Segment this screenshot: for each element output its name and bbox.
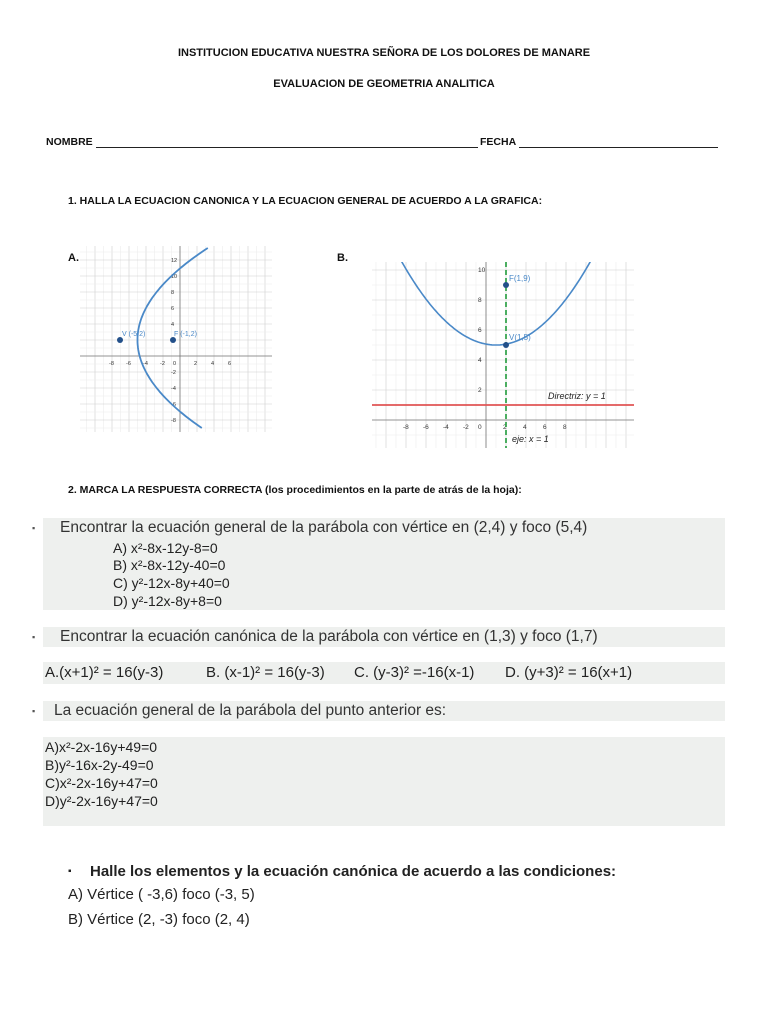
graph-b-x-tick: 0: [478, 424, 482, 431]
graph-b-vertex-point: [503, 342, 509, 348]
item-2-prompt: Encontrar la ecuación canónica de la parábola con vértice en (1,3) y foco (1,7): [60, 628, 598, 645]
graph-b-vertex-label: V(1,5): [509, 333, 531, 342]
item-2-option-c[interactable]: C. (y-3)² =-16(x-1): [354, 664, 475, 681]
item-1-prompt: Encontrar la ecuación general de la parábola con vértice en (2,4) y foco (5,4): [60, 519, 588, 536]
graph-a-y-tick: -4: [171, 386, 176, 392]
graph-a-x-tick: 4: [211, 361, 215, 367]
graph-a-label: A.: [68, 252, 79, 264]
name-label: NOMBRE: [46, 136, 93, 148]
name-field[interactable]: [96, 147, 478, 148]
exam-title: EVALUACION DE GEOMETRIA ANALITICA: [273, 78, 495, 90]
institution-title: INSTITUCION EDUCATIVA NUESTRA SEÑORA DE LOS DOLORES DE MANARE: [177, 47, 591, 59]
graph-b-y-tick: 2: [478, 387, 482, 394]
date-field[interactable]: [519, 147, 718, 148]
graph-b-x-tick: 4: [523, 424, 527, 431]
graph-b-y-tick: 6: [478, 327, 482, 334]
graph-a-focus-label: F (-1,2): [174, 331, 197, 338]
item-3-option-a[interactable]: A)x²-2x-16y+49=0: [45, 739, 158, 755]
question-1-title: 1. HALLA LA ECUACION CANONICA Y LA ECUACION GENERAL DE ACUERDO A LA GRAFICA:: [68, 195, 543, 207]
item-3-option-c[interactable]: C)x²-2x-16y+47=0: [45, 775, 158, 791]
date-label: FECHA: [480, 136, 517, 148]
graph-a-y-tick: 6: [171, 306, 175, 312]
graph-a-y-tick: 8: [171, 290, 175, 296]
item-3-prompt: La ecuación general de la parábola del punto anterior es:: [54, 702, 447, 719]
graph-b-x-tick: -8: [403, 424, 409, 431]
item-2-bullet: ▪: [32, 632, 36, 642]
graph-a-y-tick: 4: [171, 322, 175, 328]
graph-b-x-tick: 6: [543, 424, 547, 431]
graph-b-directrix-label: Directriz: y = 1: [548, 391, 606, 401]
item-3-option-d[interactable]: D)y²-2x-16y+47=0: [45, 793, 158, 809]
graph-a-x-tick: 6: [228, 361, 232, 367]
item-3-bullet: ▪: [32, 706, 36, 716]
name-date-row: [46, 135, 718, 151]
graph-a-y-tick: -8: [171, 418, 176, 424]
item-1-option-d[interactable]: D) y²-12x-8y+8=0: [113, 593, 222, 609]
graph-a: [80, 246, 272, 432]
graph-a-y-tick: 10: [171, 274, 178, 280]
graph-b-x-tick: 2: [503, 424, 507, 431]
question-3-bullet: ▪: [68, 866, 72, 877]
question-3-title: Halle los elementos y la ecuación canónica de acuerdo a las condiciones:: [90, 863, 617, 880]
graph-a-x-tick: -4: [143, 361, 148, 367]
graph-a-x-tick: -6: [126, 361, 131, 367]
graph-b-x-tick: -2: [463, 424, 469, 431]
graph-b-label: B.: [337, 252, 348, 264]
graph-a-y-tick: 12: [171, 258, 178, 264]
graph-a-y-tick: -2: [171, 370, 176, 376]
question-2-title: 2. MARCA LA RESPUESTA CORRECTA (los procedimientos en la parte de atrás de la hoja):: [68, 484, 522, 496]
graph-a-x-tick: -8: [109, 361, 114, 367]
graph-b-x-tick: 8: [563, 424, 567, 431]
item-2-option-a[interactable]: A.(x+1)² = 16(y-3): [45, 664, 164, 681]
item-1-option-c[interactable]: C) y²-12x-8y+40=0: [113, 575, 230, 591]
question-3-item-a: A) Vértice ( -3,6) foco (-3, 5): [68, 886, 255, 903]
graph-a-x-tick: 0: [173, 361, 177, 367]
graph-b-x-tick: -4: [443, 424, 449, 431]
item-2-option-d[interactable]: D. (y+3)² = 16(x+1): [505, 664, 633, 681]
graph-b-axis-label: eje: x = 1: [512, 434, 549, 444]
graph-a-x-tick: -2: [160, 361, 165, 367]
graph-b-focus-label: F(1,9): [509, 274, 531, 283]
graph-b-y-tick: 4: [478, 357, 482, 364]
item-1-option-a[interactable]: A) x²-8x-12y-8=0: [113, 540, 218, 556]
item-3-option-b[interactable]: B)y²-16x-2y-49=0: [45, 757, 154, 773]
graph-a-y-tick: -6: [171, 402, 176, 408]
graph-a-x-tick: 2: [194, 361, 198, 367]
graph-b-x-tick: -6: [423, 424, 429, 431]
item-1-option-b[interactable]: B) x²-8x-12y-40=0: [113, 557, 226, 573]
graph-b-y-tick: 10: [478, 267, 486, 274]
item-1-bullet: ▪: [32, 523, 36, 533]
question-3-item-b: B) Vértice (2, -3) foco (2, 4): [68, 911, 250, 928]
graph-b: [372, 262, 634, 448]
graph-a-vertex-label: V (-5,2): [122, 331, 146, 338]
graph-b-y-tick: 8: [478, 297, 482, 304]
item-2-option-b[interactable]: B. (x-1)² = 16(y-3): [206, 664, 325, 681]
